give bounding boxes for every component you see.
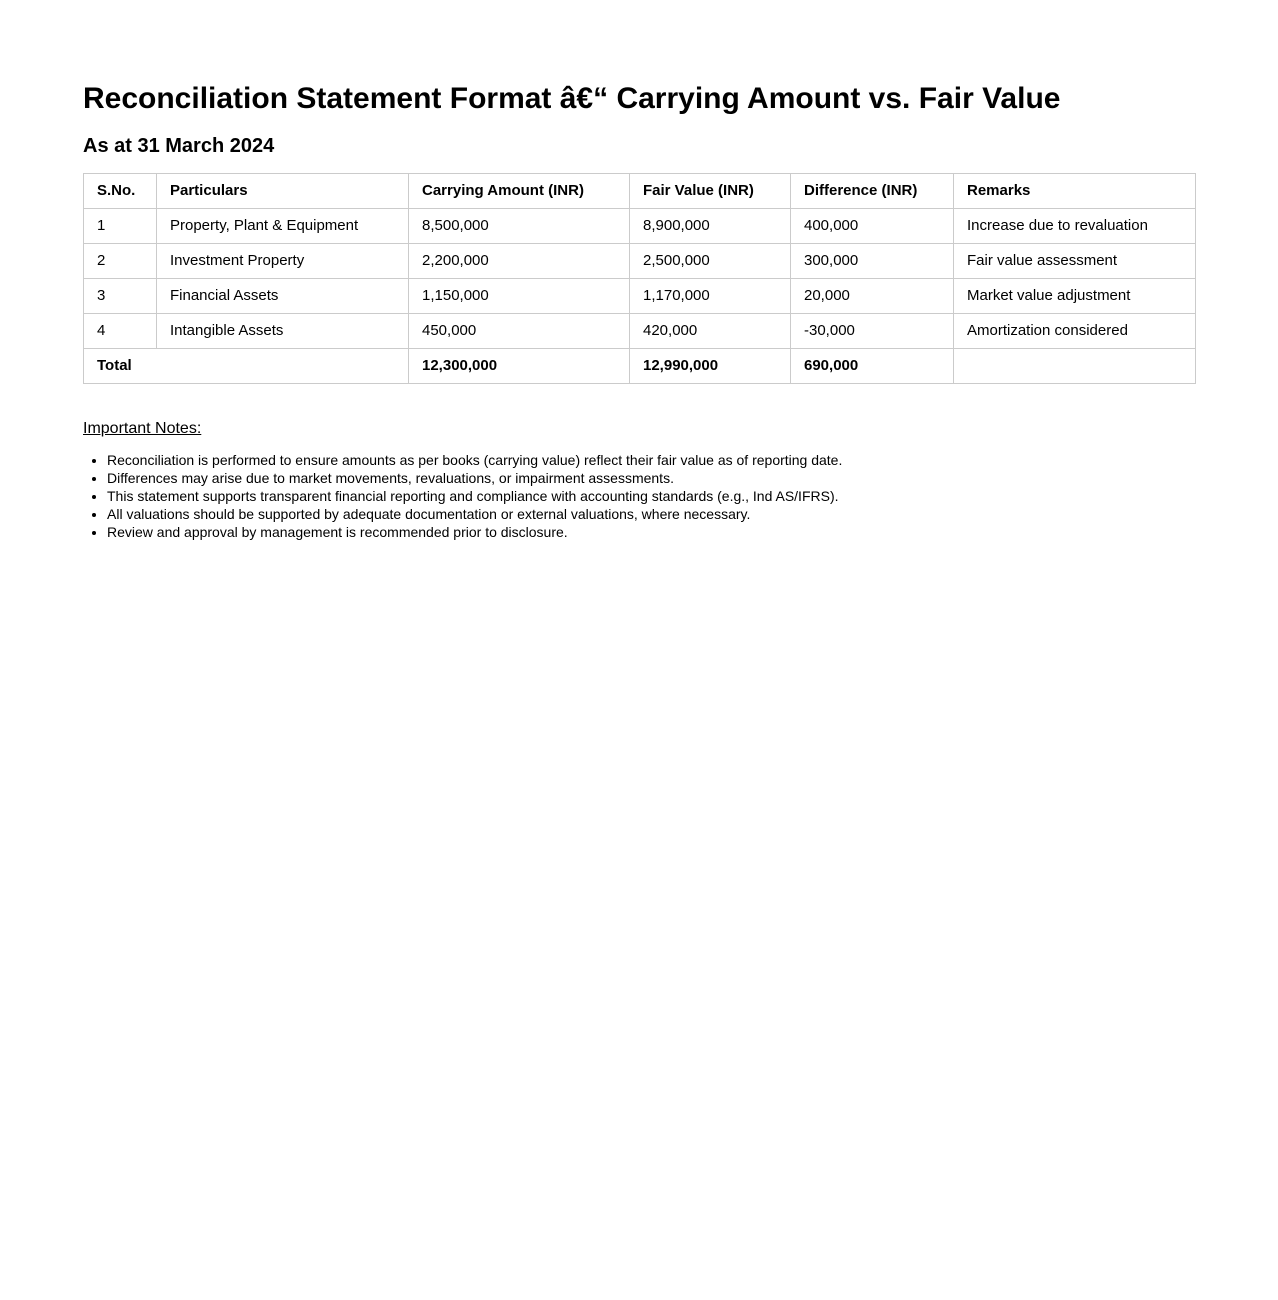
cell-fair-value: 2,500,000 <box>630 244 791 279</box>
cell-carrying-amount: 1,150,000 <box>409 279 630 314</box>
cell-difference: -30,000 <box>791 314 954 349</box>
page-title: Reconciliation Statement Format â€“ Carrying Amount vs. Fair Value <box>83 82 1061 115</box>
column-header-remarks: Remarks <box>954 174 1196 209</box>
table-row <box>84 209 1196 244</box>
cell-remarks: Increase due to revaluation <box>954 209 1196 244</box>
table-row <box>84 244 1196 279</box>
cell-carrying-amount: 450,000 <box>409 314 630 349</box>
document-page <box>0 0 1278 541</box>
cell-difference: 20,000 <box>791 279 954 314</box>
cell-remarks: Amortization considered <box>954 314 1196 349</box>
cell-fair-value: 420,000 <box>630 314 791 349</box>
cell-difference: 300,000 <box>791 244 954 279</box>
cell-sno: 4 <box>84 314 157 349</box>
cell-remarks: Market value adjustment <box>954 279 1196 314</box>
column-header-particulars: Particulars <box>157 174 409 209</box>
cell-carrying-amount: 2,200,000 <box>409 244 630 279</box>
total-carrying-amount: 12,300,000 <box>409 349 630 384</box>
cell-carrying-amount: 8,500,000 <box>409 209 630 244</box>
total-label: Total <box>84 349 409 384</box>
column-header-fair-value: Fair Value (INR) <box>630 174 791 209</box>
note-item: • Reconciliation is performed to ensure amounts as per books (carrying value) reflect their fair value as of reporting date. <box>107 451 1195 469</box>
cell-particulars: Property, Plant & Equipment <box>157 209 409 244</box>
table-header-row <box>84 174 1196 209</box>
total-difference: 690,000 <box>791 349 954 384</box>
note-item: • Review and approval by management is recommended prior to disclosure. <box>107 523 1195 541</box>
note-item: • All valuations should be supported by adequate documentation or external valuations, where necessary. <box>107 505 1195 523</box>
note-item: • This statement supports transparent financial reporting and compliance with accounting standards (e.g., Ind AS/IFRS). <box>107 487 1195 505</box>
cell-sno: 3 <box>84 279 157 314</box>
reconciliation-table <box>83 173 1196 384</box>
table-row <box>84 314 1196 349</box>
column-header-carrying-amount: Carrying Amount (INR) <box>409 174 630 209</box>
cell-remarks: Fair value assessment <box>954 244 1196 279</box>
page-subtitle: As at 31 March 2024 <box>83 135 275 157</box>
cell-fair-value: 1,170,000 <box>630 279 791 314</box>
column-header-difference: Difference (INR) <box>791 174 954 209</box>
total-remarks <box>954 349 1196 384</box>
note-item: • Differences may arise due to market movements, revaluations, or impairment assessments. <box>107 469 1195 487</box>
table-total-row <box>84 349 1196 384</box>
cell-difference: 400,000 <box>791 209 954 244</box>
notes-heading: Important Notes: <box>83 420 202 437</box>
table-row <box>84 279 1196 314</box>
cell-particulars: Investment Property <box>157 244 409 279</box>
notes-list <box>83 451 1195 541</box>
cell-sno: 2 <box>84 244 157 279</box>
total-fair-value: 12,990,000 <box>630 349 791 384</box>
cell-particulars: Financial Assets <box>157 279 409 314</box>
cell-fair-value: 8,900,000 <box>630 209 791 244</box>
cell-particulars: Intangible Assets <box>157 314 409 349</box>
cell-sno: 1 <box>84 209 157 244</box>
column-header-sno: S.No. <box>84 174 157 209</box>
